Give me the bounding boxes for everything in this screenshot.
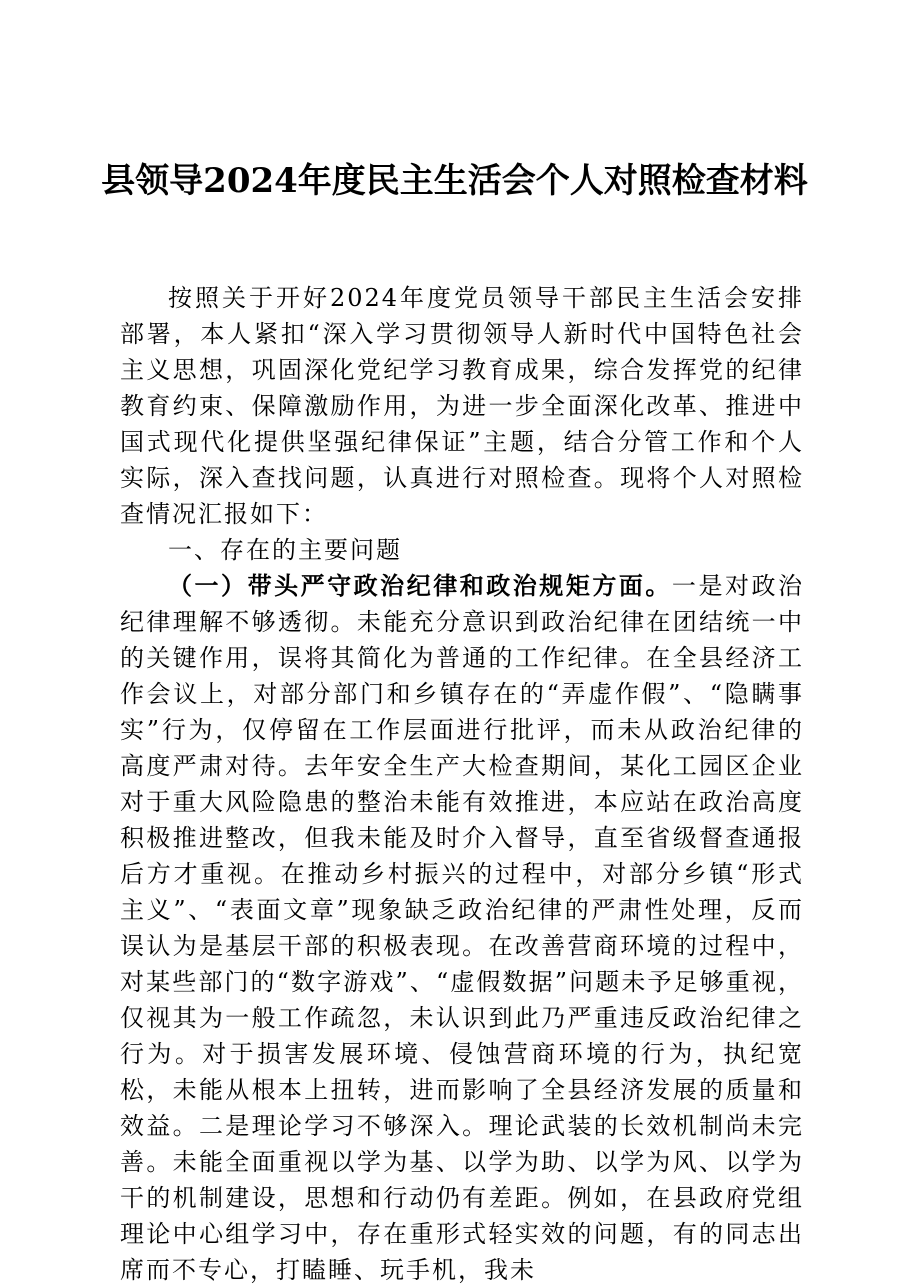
subsection-paragraph — [120, 568, 804, 1288]
document-title: 县领导2024年度民主生活会个人对照检查材料 — [101, 161, 808, 201]
intro-paragraph: 按照关于开好2024年度党员领导干部民主生活会安排部署，本人紧扣“深入学习贯彻领导人新时代中国特色社会主义思想，巩固深化党纪学习教育成果，综合发挥党的纪律教育约束、保障激励作用，为进一步全面深化改革、推进中国式现代化提供坚强纪律保证”主题，结合分管工作和个人实际，深入查找问题，认真进行对照检查。现将个人对照检查情况汇报如下： — [120, 284, 804, 528]
subsection-body: 一是对政治纪律理解不够透彻。未能充分意识到政治纪律在团结统一中的关键作用，误将其简化为普通的工作纪律。在全县经济工作会议上，对部分部门和乡镇存在的“弄虚作假”、“隐瞒事实”行为，仅停留在工作层面进行批评，而未从政治纪律的高度严肃对待。去年安全生产大检查期间，某化工园区企业对于重大风险隐患的整治未能有效推进，本应站在政治高度积极推进整改，但我未能及时介入督导，直至省级督查通报后方才重视。在推动乡村振兴的过程中，对部分乡镇“形式主义”、“表面文章”现象缺乏政治纪律的严肃性处理，反而误认为是基层干部的积极表现。在改善营商环境的过程中，对某些部门的“数字游戏”、“虚假数据”问题未予足够重视，仅视其为一般工作疏忽，未认识到此乃严重违反政治纪律之行为。对于损害发展环境、侵蚀营商环境的行为，执纪宽松，未能从根本上扭转，进而影响了全县经济发展的质量和效益。二是理论学习不够深入。理论武装的长效机制尚未完善。未能全面重视以学为基、以学为助、以学为风、以学为干的机制建设，思想和行动仍有差距。例如，在县政府党组理论中心组学习中，存在重形式轻实效的问题，有的同志出席而不专心，打瞌睡、玩手机，我未 — [120, 572, 805, 1284]
document-body — [120, 280, 804, 1288]
section-heading: 一、存在的主要问题 — [168, 536, 402, 564]
subsection-heading: （一）带头严守政治纪律和政治规矩方面。 — [168, 571, 672, 600]
